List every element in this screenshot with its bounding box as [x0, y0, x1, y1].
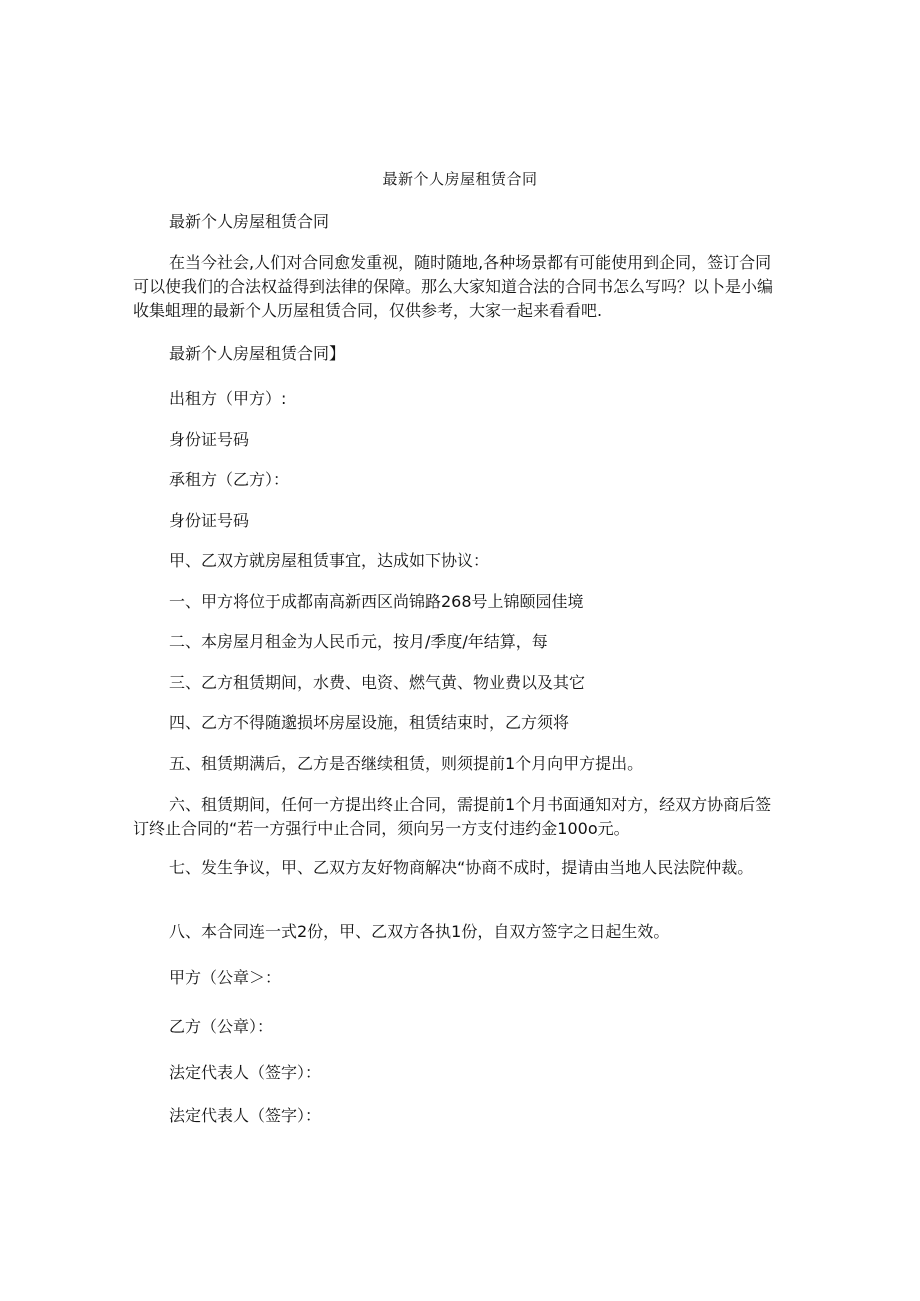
document-subtitle: 最新个人房屋租赁合同	[169, 212, 330, 231]
clause-6: 六、租赁期间，任何一方提出终止合同，需提前1个月书面通知对方，经双方协商后签订终止合同的“若一方强行中止合同，须向另一方支付违约金100o元。	[133, 795, 772, 838]
legal-rep-signature-a: 法定代表人（签字）：	[169, 1063, 322, 1082]
party-b-seal-label: 乙方（公章）：	[169, 1017, 274, 1036]
clause-7: 七、发生争议，甲、乙双方友好物商解决“协商不成时，提请由当地人民法院仲裁。	[169, 858, 754, 877]
legal-rep-signature-b: 法定代表人（签字）：	[169, 1106, 322, 1125]
intro-paragraph: 在当今社会,人们对合同愈发重视，随时随地,各种场景都有可能使用到企同，签订合同可以使我们的合法权益得到法律的保障。那么大家知道合法的合同书怎么写吗？以卜是小编收集蛆理的最新个人历屋租赁合同，仅供参考，大家一起来看看吧.	[133, 253, 774, 320]
party-a-seal-label: 甲方（公章＞：	[169, 968, 282, 987]
lessor-id-label: 身份证号码	[169, 430, 250, 449]
clause-8: 八、本合同连一式2份，甲、乙双方各执1份，自双方签字之日起生效。	[169, 922, 670, 941]
document-title: 最新个人房屋租赁合同	[382, 170, 538, 188]
clause-4: 四、乙方不得随邈损坏房屋设施，租赁结束时，乙方须将	[169, 713, 570, 732]
lessor-label: 出租方（甲方）:	[169, 389, 287, 408]
contract-heading: 最新个人房屋租赁合同】	[169, 344, 346, 363]
lessee-id-label: 身份证号码	[169, 511, 250, 530]
clause-3: 三、乙方租赁期间，水费、电资、燃气黄、物业费以及其它	[169, 673, 586, 692]
lessee-label: 承租方（乙方）：	[169, 470, 290, 489]
clause-1: 一、甲方将位于成都南高新西区尚锦路268号上锦颐园佳境	[169, 592, 584, 611]
agreement-intro: 甲、乙双方就房屋租赁事宜，达成如下协议：	[169, 551, 490, 570]
clause-5: 五、租赁期满后，乙方是否继续租赁，则须提前1个月向甲方提出。	[169, 754, 644, 773]
clause-2: 二、本房屋月租金为人民币元，按月/季度/年结算，每	[169, 632, 548, 651]
